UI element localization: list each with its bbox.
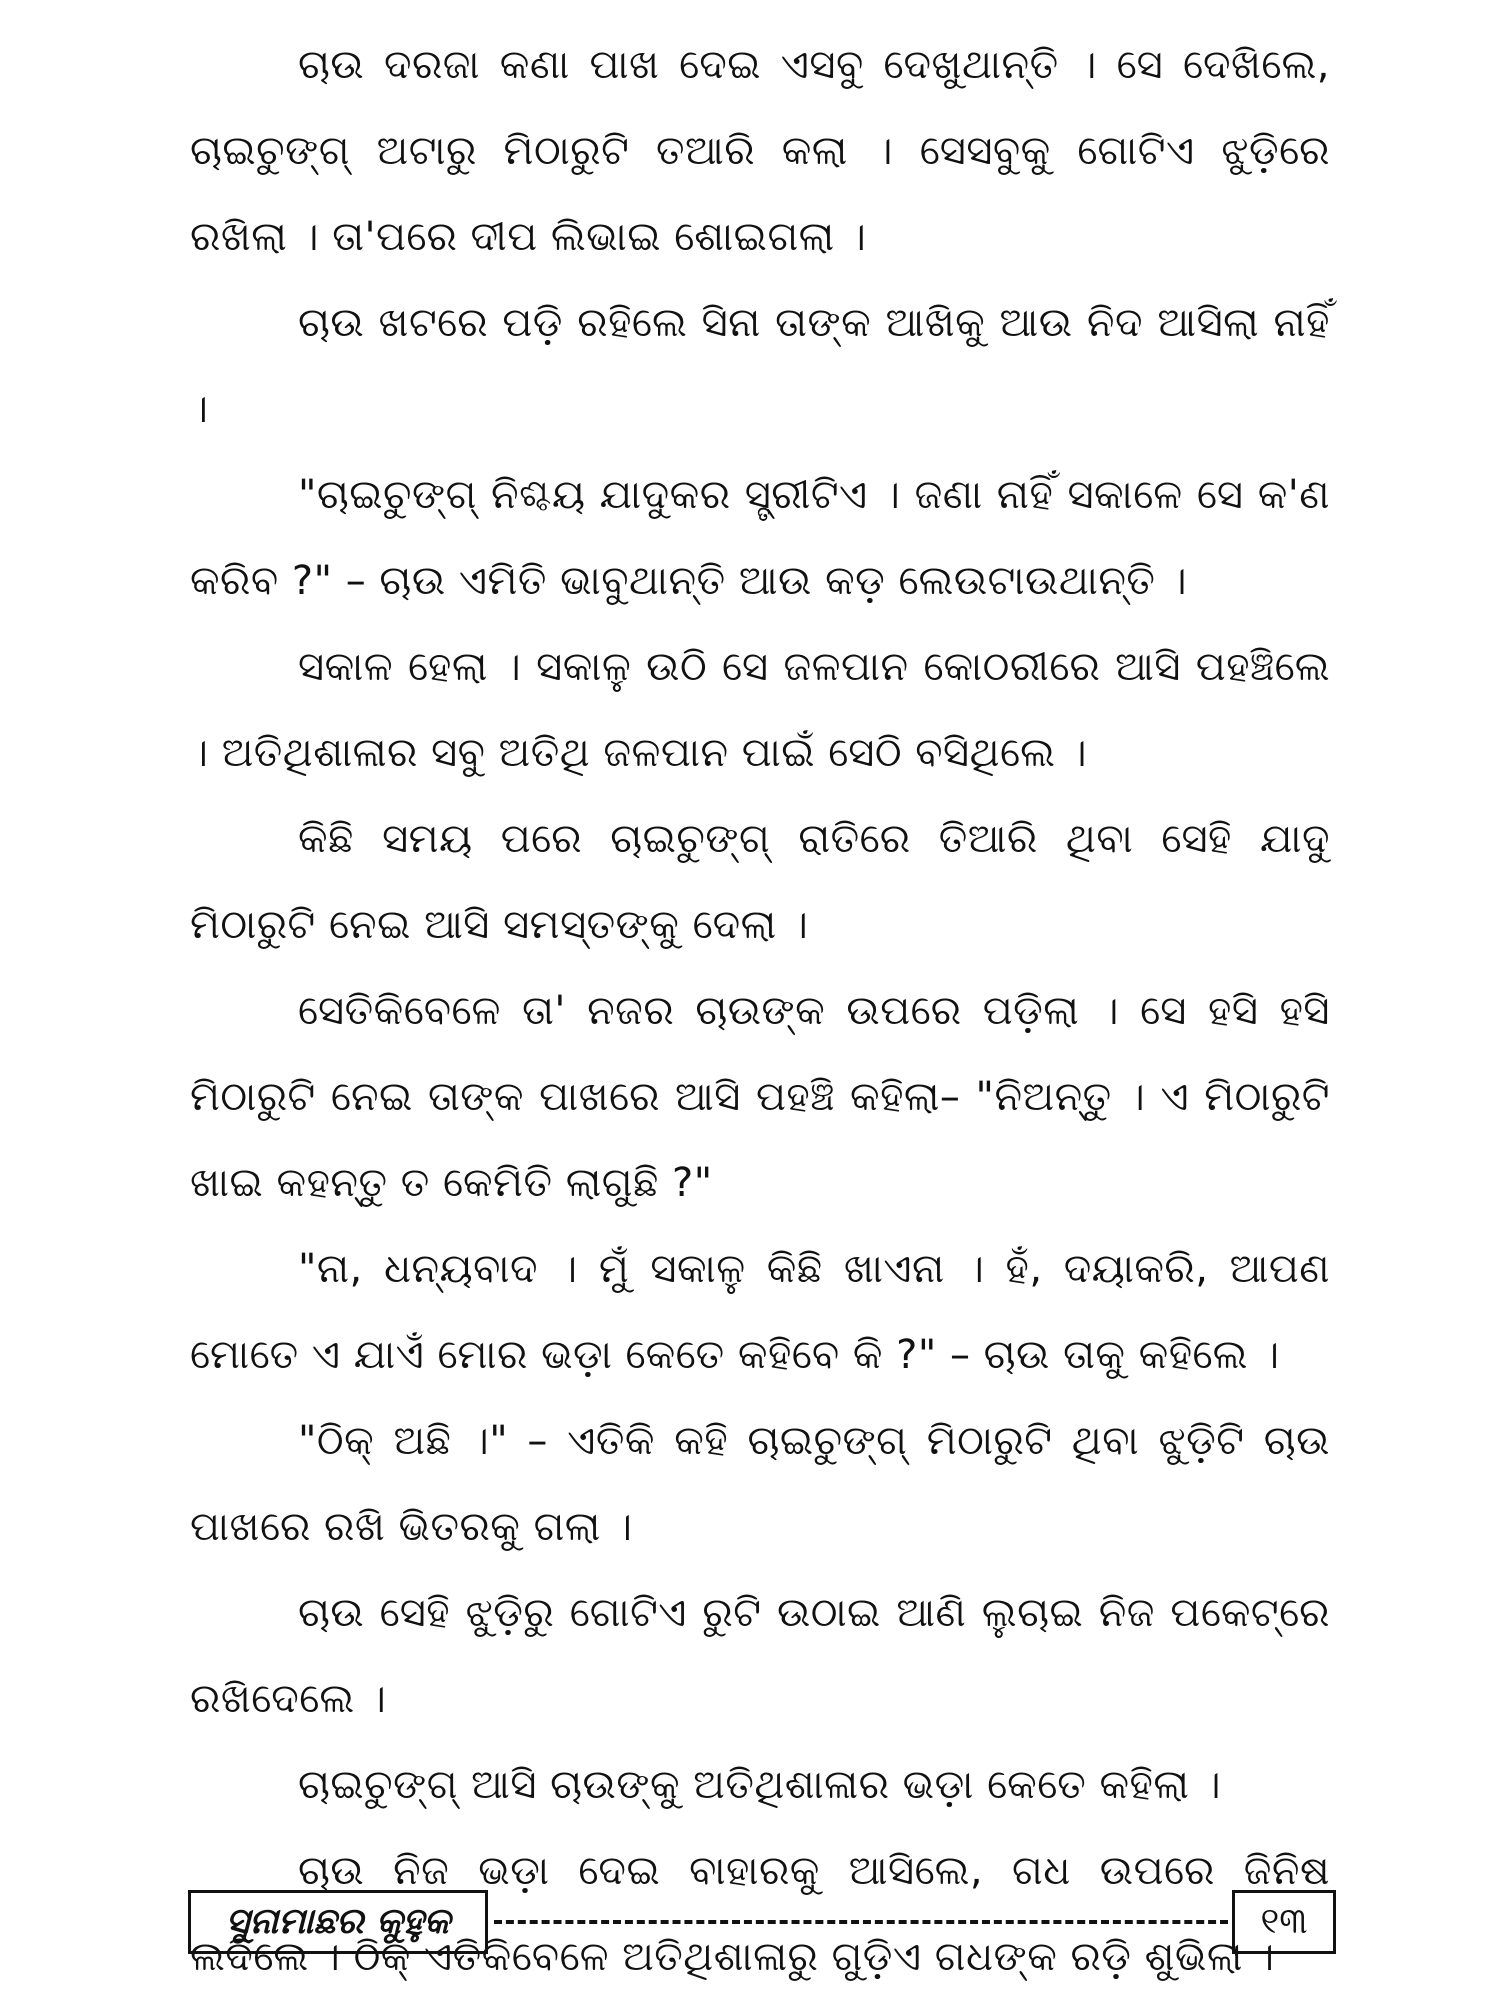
- book-title: ସୁନାମାଛର କୁହୁକ: [188, 1890, 488, 1954]
- paragraph: କିଛି ସମୟ ପରେ ଚାଇଚୁଙ୍ଗ୍ ରାତିରେ ତିଆରି ଥିବା ସେହି ଯାଦୁ ମିଠାରୁଟି ନେଇ ଆସି ସମସ୍ତଙ୍କୁ ଦେଲା ।: [190, 816, 1330, 948]
- page-footer: [188, 1890, 1336, 1960]
- paragraph: ଚାଉ ଦରଜା କଣା ପାଖ ଦେଇ ଏସବୁ ଦେଖୁଥାନ୍ତି । ସେ ଦେଖିଲେ, ଚାଇଚୁଙ୍ଗ୍ ଅଟାରୁ ମିଠାରୁଟି ତଆରି କଲା । ସେସବୁକୁ ଗୋଟିଏ ଝୁଡ଼ିରେ ରଖିଲା । ତା'ପରେ ଦୀପ ଲିଭାଇ ଶୋଇଗଲା ।: [190, 42, 1330, 260]
- paragraph: ଚାଉ ଖଟରେ ପଡ଼ି ରହିଲେ ସିନା ତାଙ୍କ ଆଖିକୁ ଆଉ ନିଦ ଆସିଲା ନାହିଁ ।: [190, 300, 1330, 432]
- dashed-divider: [494, 1920, 1228, 1924]
- paragraph: "ନା, ଧନ୍ୟବାଦ । ମୁଁ ସକାଳୁ କିଛି ଖାଏନା । ହଁ, ଦୟାକରି, ଆପଣ ମୋତେ ଏ ଯାଏଁ ମୋର ଭଡ଼ା କେତେ କହିବେ କି ?" – ଚାଉ ତାକୁ କହିଲେ ।: [190, 1246, 1330, 1378]
- story-text: [190, 22, 1330, 2000]
- paragraph: ଚାଉ ନିଜ ଭଡ଼ା ଦେଇ ବାହାରକୁ ଆସିଲେ, ଗଧ ଉପରେ ଜିନିଷ ଲଦିଲେ । ଠିକ୍ ଏତିକିବେଳେ ଅତିଥିଶାଳାରୁ ଗୁଡ଼ିଏ ଗଧଙ୍କ ରଡ଼ି ଶୁଭିଲା ।: [190, 1848, 1330, 1980]
- paragraph: ସେତିକିବେଳେ ତା' ନଜର ଚାଉଙ୍କ ଉପରେ ପଡ଼ିଲା । ସେ ହସି ହସି ମିଠାରୁଟି ନେଇ ତାଙ୍କ ପାଖରେ ଆସି ପହଞ୍ଚି କହିଲା– "ନିଅନ୍ତୁ । ଏ ମିଠାରୁଟି ଖାଇ କହନ୍ତୁ ତ କେମିତି ଲାଗୁଛି ?": [190, 988, 1330, 1206]
- paragraph: "ଚାଇଚୁଙ୍ଗ୍ ନିଶ୍ଚୟ ଯାଦୁକର ସ୍ତ୍ରୀଟିଏ । ଜଣା ନାହିଁ ସକାଳେ ସେ କ'ଣ କରିବ ?" – ଚାଉ ଏମିତି ଭାବୁଥାନ୍ତି ଆଉ କଡ଼ ଲେଉଟାଉଥାନ୍ତି ।: [190, 472, 1330, 604]
- paragraph: ଚାଉ ସେହି ଝୁଡ଼ିରୁ ଗୋଟିଏ ରୁଟି ଉଠାଇ ଆଣି ଲୁଚାଇ ନିଜ ପକେଟ୍‌ରେ ରଖିଦେଲେ ।: [190, 1590, 1330, 1722]
- paragraph: ଚାଇଚୁଙ୍ଗ୍ ଆସି ଚାଉଙ୍କୁ ଅତିଥିଶାଳାର ଭଡ଼ା କେତେ କହିଲା ।: [298, 1762, 1222, 1808]
- paragraph: "ଠିକ୍ ଅଛି ।" – ଏତିକି କହି ଚାଇଚୁଙ୍ଗ୍ ମିଠାରୁଟି ଥିବା ଝୁଡ଼ିଟି ଚାଉ ପାଖରେ ରଖି ଭିତରକୁ ଗଲା ।: [190, 1418, 1330, 1550]
- page-number: ୧୩: [1232, 1890, 1336, 1954]
- paragraph: ସକାଳ ହେଲା । ସକାଳୁ ଉଠି ସେ ଜଳପାନ କୋଠରୀରେ ଆସି ପହଞ୍ଚିଲେ । ଅତିଥିଶାଳାର ସବୁ ଅତିଥି ଜଳପାନ ପାଇଁ ସେଠି ବସିଥିଲେ ।: [190, 644, 1330, 776]
